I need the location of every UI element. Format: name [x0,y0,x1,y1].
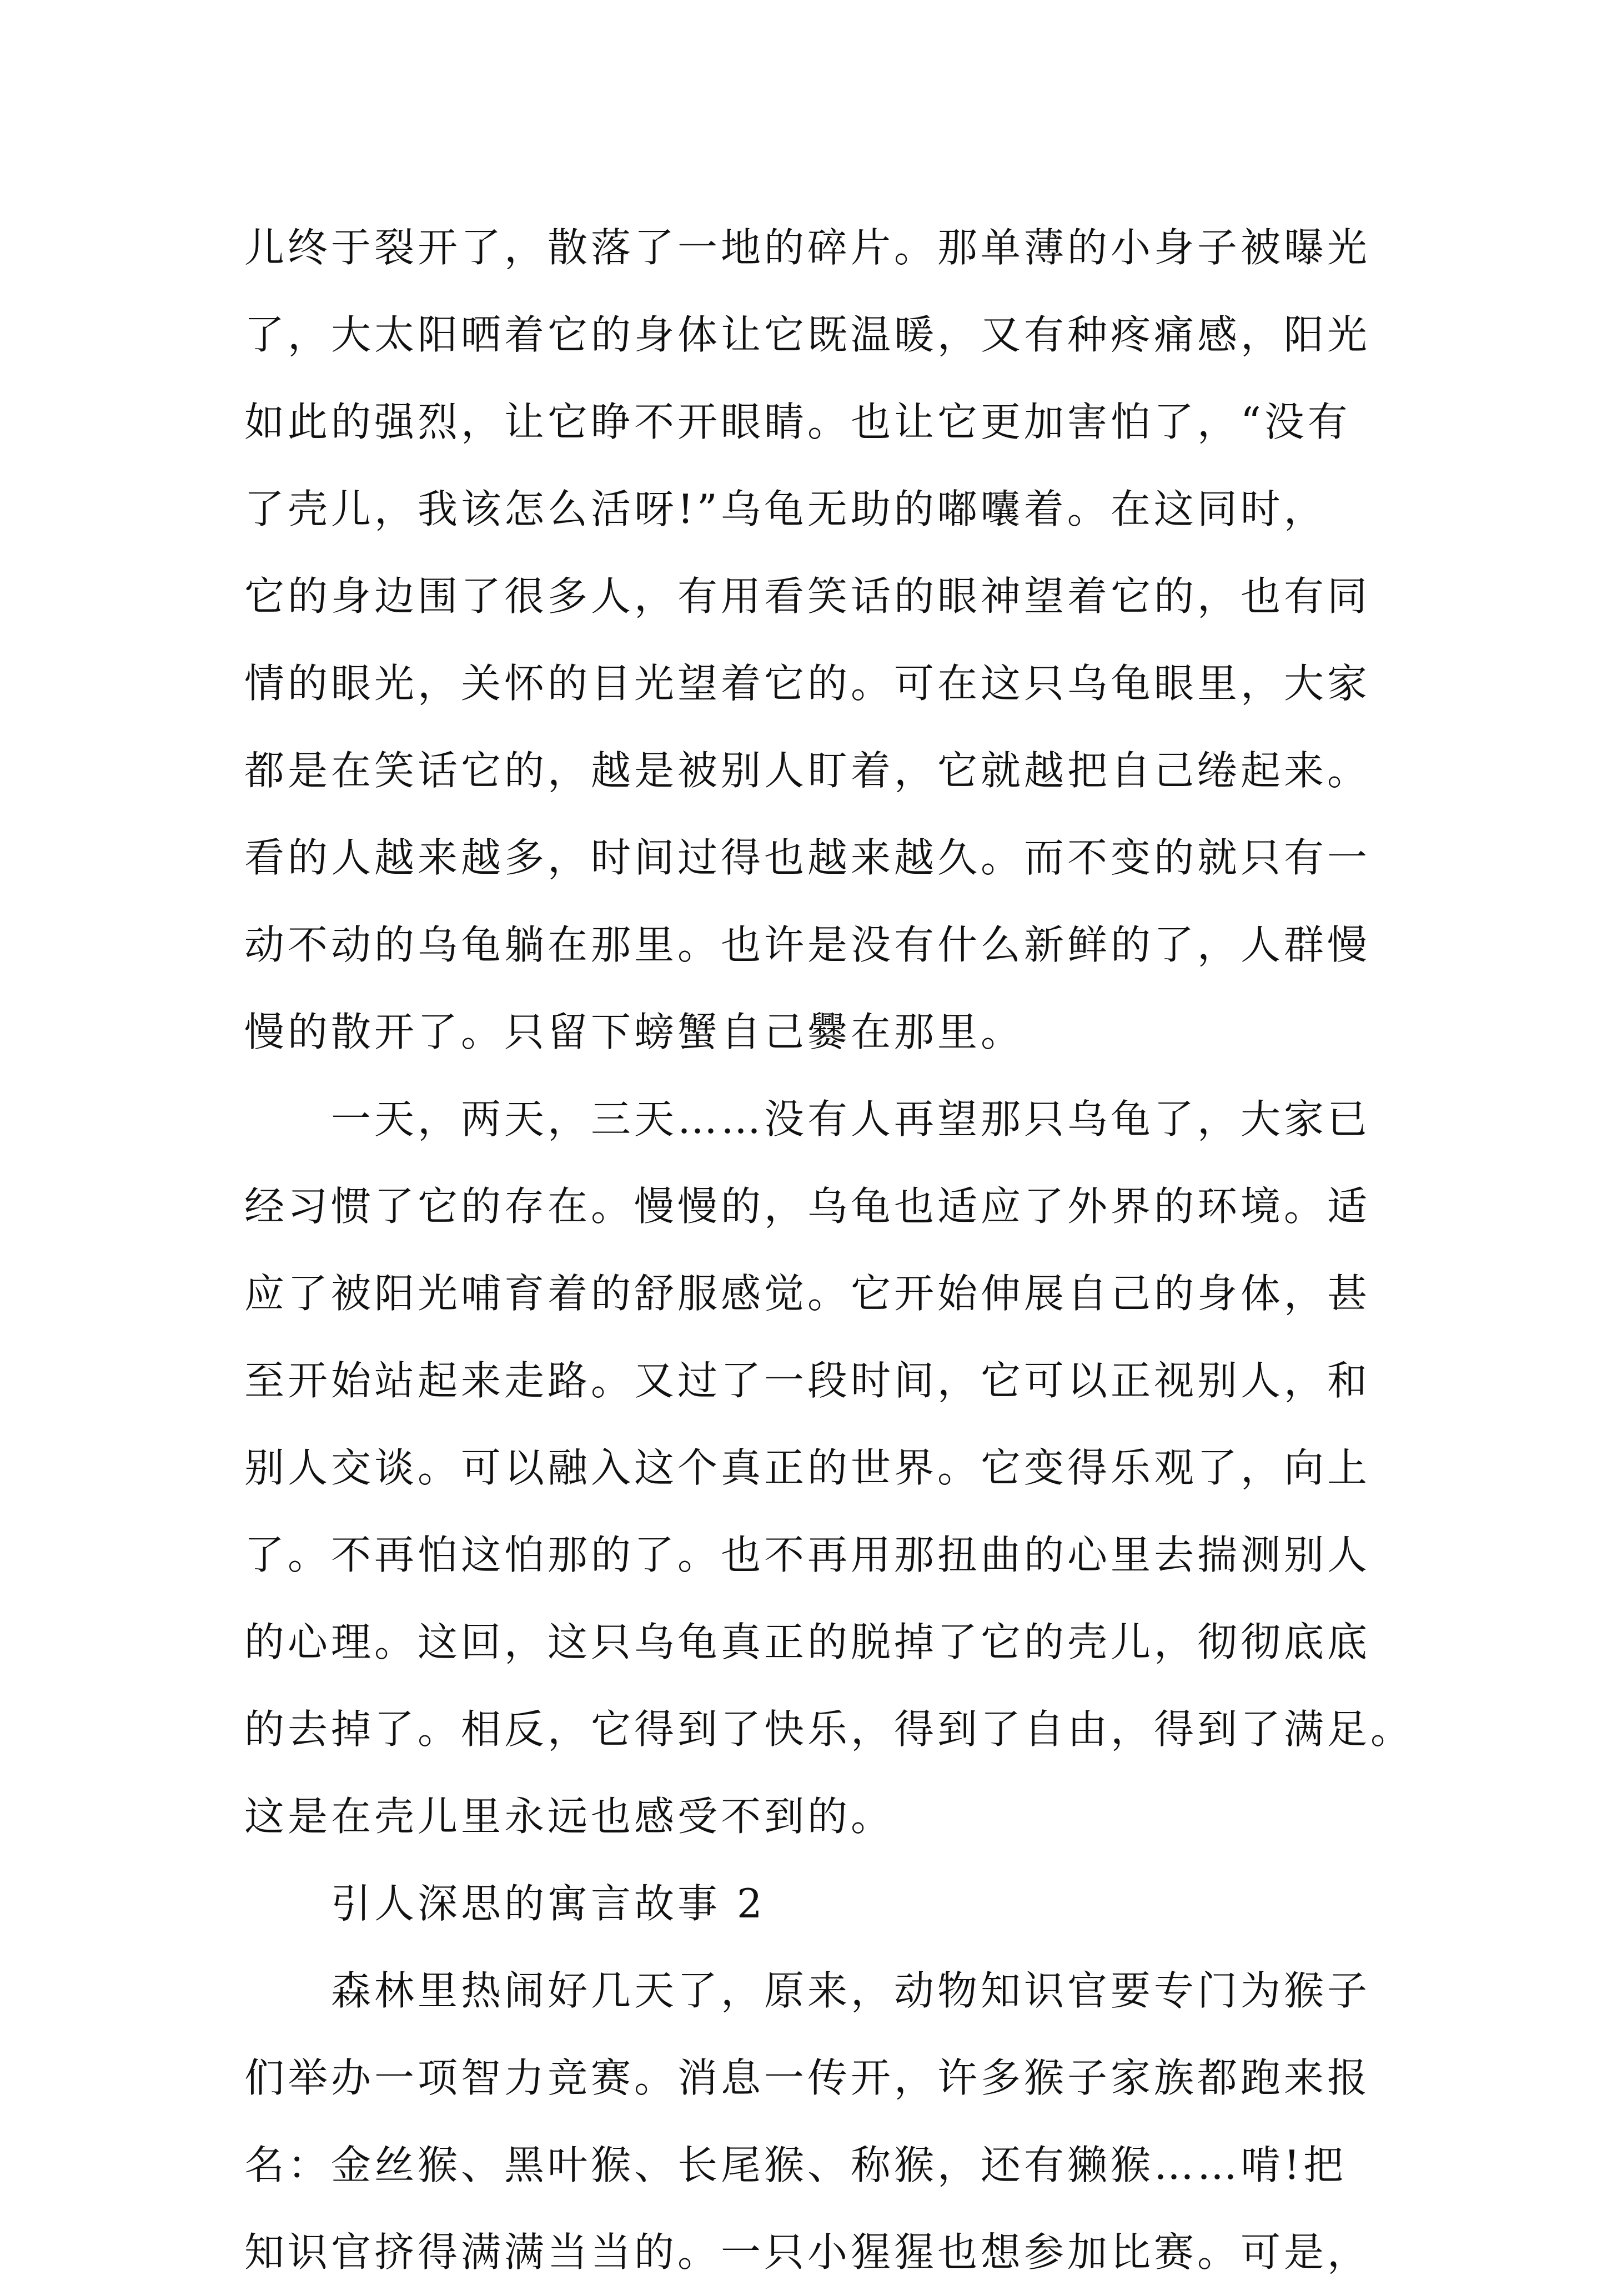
text-line: 名：金丝猴、黑叶猴、长尾猴、称猴，还有獭猴……啃!把 [244,2142,1347,2188]
text-line: 了，大太阳晒着它的身体让它既温暖，又有种疼痛感，阳光 [244,311,1371,358]
paragraph-start-line: 一天，两天，三天……没有人再望那只乌龟了，大家已 [244,1096,1371,1142]
paragraph-start-line: 森林里热闹好几天了，原来，动物知识官要专门为猴子 [244,1967,1371,2014]
text-line: 看的人越来越多，时间过得也越来越久。而不变的就只有一 [244,834,1371,881]
text-line: 它的身边围了很多人，有用看笑话的眼神望着它的，也有同 [244,573,1371,620]
text-line: 都是在笑话它的，越是被别人盯着，它就越把自己绻起来。 [244,747,1371,794]
text-line: 情的眼光，关怀的目光望着它的。可在这只乌龟眼里，大家 [244,660,1371,707]
text-line: 慢的散开了。只留下螃蟹自己爨在那里。 [244,1009,1025,1055]
text-line: 了。不再怕这怕那的了。也不再用那扭曲的心里去揣测别人 [244,1532,1371,1578]
text-line: 别人交谈。可以融入这个真正的世界。它变得乐观了，向上 [244,1444,1371,1491]
text-line: 知识官挤得满满当当的。一只小猩猩也想参加比赛。可是， [244,2229,1371,2275]
text-line: 至开始站起来走路。又过了一段时间，它可以正视别人，和 [244,1357,1371,1404]
section-heading: 引人深思的寓言故事 2 [244,1880,766,1927]
text-line: 儿终于裂开了，散落了一地的碎片。那单薄的小身子被曝光 [244,224,1371,271]
text-line: 了壳儿，我该怎么活呀!”乌龟无助的嘟囔着。在这同时， [244,486,1327,532]
text-line: 的去掉了。相反，它得到了快乐，得到了自由，得到了满足。 [244,1706,1414,1753]
text-line: 的心理。这回，这只乌龟真正的脱掉了它的壳儿，彻彻底底 [244,1619,1371,1665]
body-text [244,204,1414,2296]
text-line: 动不动的乌龟躺在那里。也许是没有什么新鲜的了，人群慢 [244,922,1371,968]
text-line: 们举办一项智力竞赛。消息一传开，许多猴子家族都跑来报 [244,2055,1371,2101]
text-line: 这是在壳儿里永远也感受不到的。 [244,1793,895,1840]
text-line: 如此的强烈，让它睁不开眼睛。也让它更加害怕了，“没有 [244,399,1351,445]
text-line: 经习惯了它的存在。慢慢的，乌龟也适应了外界的环境。适 [244,1183,1371,1230]
text-line: 应了被阳光哺育着的舒服感觉。它开始伸展自己的身体，甚 [244,1270,1371,1317]
